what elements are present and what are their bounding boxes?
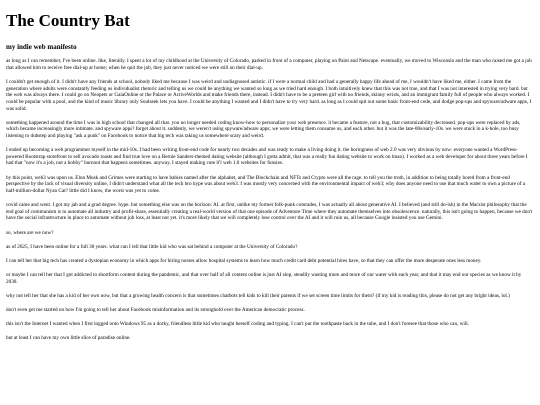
paragraph: something happened around the time I was in high school that changed all that. you no longer needed coding know-how to personalize your web presence. it became a feature, not a bug, that customizability decreased. pop-ups were replaced by ads, which became increasingly more intimate. and spyware apps? forget about it. suddenly, we weren't using spyware/adware apps; we were letting them consume us, and each other. but it was the late-00s/early-10s. we were stuck in a k-hole, too busy listening to dubstep and playing "ask a punk" on Facebook to notice that big tech was taking us somewhere scary and weird. [6, 119, 521, 139]
paragraph: so, where are we now? [6, 229, 54, 236]
paragraph: I couldn't get enough of it. I didn't have any friends at school, nobody liked me because I was weird and undiagnosed autistic. if I were a normal child and had a generally happy life ahead of me, I wouldn't have liked me, either. I came from the generation where adults were constantly feeding us individualist rhetoric and telling us we could be anything we wanted so long as we tried hard enough. I both intuitively knew that this was not true, and that I was not interested in trying very hard. but the web was always there. I could go on Neopets or GaiaOnline or the Palace or ActiveWorlds and make friends there, instead. I didn't have to be a preteen girl with no friends, skinny wrists, and an immigrant family full of people who always worked. I could be popular with a pool, and the kind of music library only Soulseek lets you have. I could be anything I wanted and I didn't have to try very hard. as long as I could spit out some basic front-end code, and dodge pop-ups and spyware/adware apps, I was solid. [6, 78, 532, 112]
paragraph: why not tell her that she has a kid of her own now, but that a growing health concern is that sometimes chatbots tell kids to kill their parents if we set screen time limits for them? (if my kid is reading this, please do not get any bright ideas, lol.) [6, 292, 510, 299]
paragraph: as long as I can remember, I've been online. like, literally. I spent a lot of my childhood at the University of Colorado, parked in front of a computer, playing on Paint and Netscape. eventually, we moved to Wisconsin and the man who raised me got a job that allowed him to receive free dial-up at home; when he quit the job, they just never noticed we were still on their dial-up. [6, 58, 532, 71]
paragraph: by this point, web3 was upon us. Elon Musk and Grimes were starting to have babies named after the alphabet, and The Blockchain and NFTs and Crypto were all the rage. to tell you the truth, in addition to being totally bored from a front-end perspective by the lack of visual diversity online, I didn't understand what all the tech bro hype was about web3. I was mostly very concerned with the environmental impact of web3; why does anyone need to use that much water to own a picture of a half-million-dollar Nyan Cat? little did I know, the worst was yet to come. [6, 174, 526, 194]
page-title: The Country Bat [6, 11, 130, 30]
manifesto-body [6, 58, 534, 342]
paragraph: as of 2025, I have been online for a full 30 years. what can I tell that little kid who was sat behind a computer at the University of Colorado? [6, 243, 298, 250]
paragraph: I can tell her that big tech has created a dystopian economy in which apps for hiring nurses allow hospital systems to learn how much credit card debt potential hires have, so that they can offer the more desperate ones less money. [6, 257, 482, 264]
paragraph: don't even get me started on how I'm going to tell her about Facebook misinformation and its stronghold over the American democratic process. [6, 306, 305, 313]
paragraph: I ended up becoming a web programmer myself in the mid-10s. I had been writing front-end code for nearly two decades and was ready to make a living doing it. the boringness of web 2.0 was very obvious by now: everyone wanted a WordPress-powered Bootstrap storefront to sell avocado toasts and find true love on a Bernie Sanders-themed dating website (although I gotta admit, that was a really fun dating website to work on lmao). I worked as a web developer for about three years before I had that "now it's a job, not a hobby" burnout that happens sometimes. anyway. I stayed making cute li'l web 1.0 websites for funsies. [6, 147, 528, 167]
paragraph: this isn't the Internet I wanted when I first logged onto Windows 95 as a dorky, friendless little kid who taught herself coding and typing. I can't put the toothpaste back in the tube, and I don't foresee that those who can, will. [6, 321, 470, 328]
paragraph: covid came and went. I got my jab and a grad degree. hype. but something else was on the horizon: AI. at first, unlike my former folk-punk comrades, I was actually all about generative AI. I believed (and still do-ish) in the Marxist philosophy that the end goal of communism is to automate all industry and profit-share, essentially creating a real-world version of that one episode of Adventure Time where they automate themselves into obsolescence. naturally, this isn't going to happen, because we don't have the social infrastructure in place to automate without job loss, at least not yet. it's more likely that we will completely lose control over the AI and it will ruin us, all because Google insisted you use Gemini. [6, 202, 533, 222]
paragraph: or maybe I can tell her that I got addicted to shortform content during the pandemic, and that over half of all content online is just AI slop, steadily wasting more and more of our water with each year, and that it may end our species as we know it by 2030. [6, 272, 522, 285]
paragraph: but at least I can have my own little slice of paradise online. [6, 335, 131, 342]
page-subtitle: my indie web manifesto [6, 42, 77, 51]
